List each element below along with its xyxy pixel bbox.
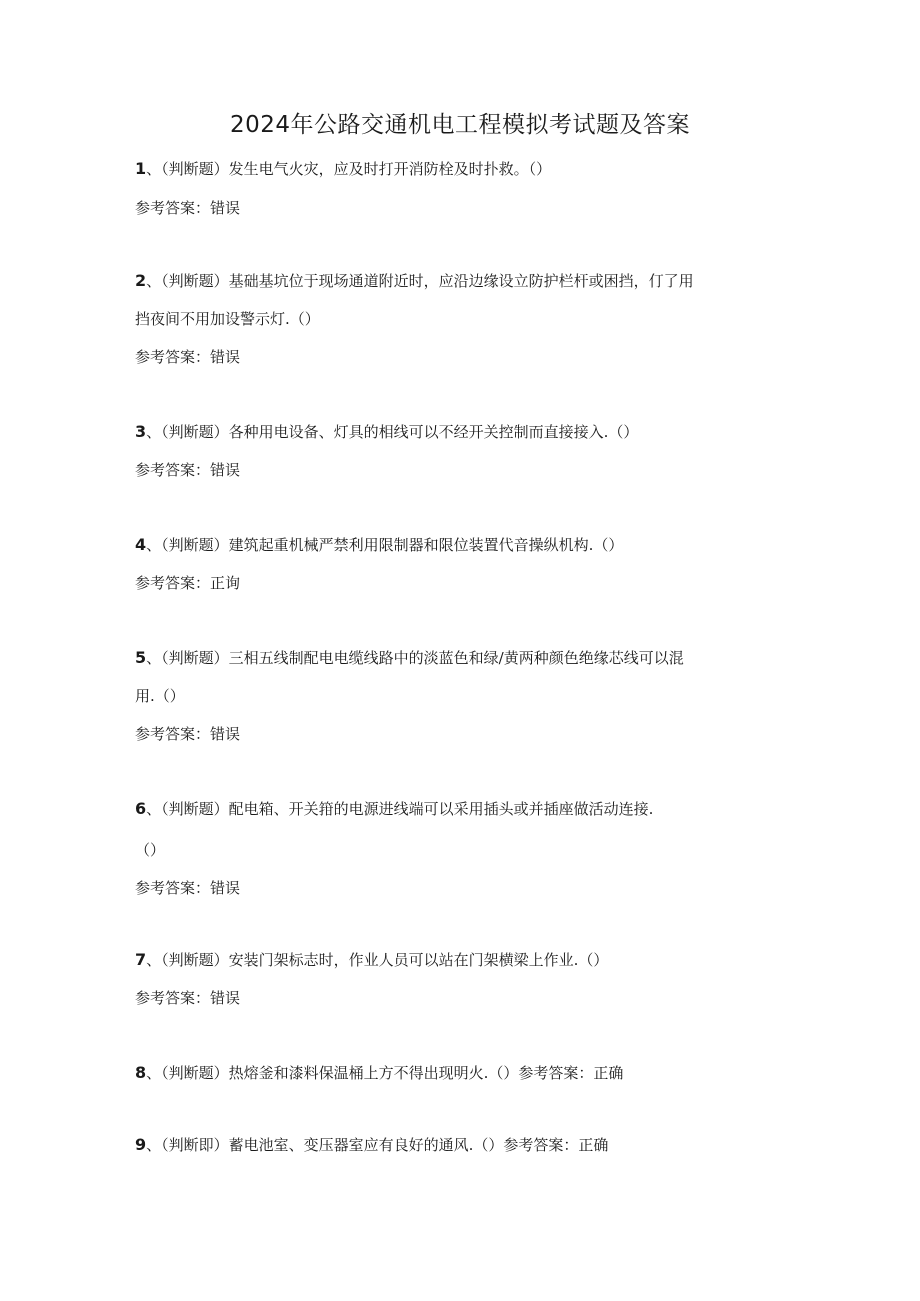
question-text: 、（判断题）配电箱、开关箝的电源进线端可以采用插头或并插座做活动连接. (146, 800, 654, 818)
question-number: 1 (135, 159, 147, 178)
document-title: 2024年公路交通机电工程模拟考试题及答案 (229, 112, 691, 138)
question-text: 、（判断题）基础基坑位于现场通道附近时，应沿边缘设立防护栏杆或困挡，仃了用 (146, 272, 694, 290)
question-number: 2 (135, 271, 147, 290)
question-6 (135, 797, 795, 821)
answer-5: 参考答案：错误 (135, 725, 241, 743)
question-text: 、（判断题）建筑起重机械严禁利用限制器和限位装置代音操纵机构.（） (146, 536, 624, 554)
answer-1: 参考答案：错误 (135, 199, 241, 217)
question-6-line-2: （） (135, 841, 166, 859)
question-7 (135, 948, 795, 972)
question-text: 、（判断即）蓄电池室、变压器室应有良好的通风.（）参考答案：正确 (146, 1136, 609, 1154)
answer-7: 参考答案：错误 (135, 989, 241, 1007)
answer-4: 参考答案：正询 (135, 574, 241, 592)
question-text: 、（判断题）各种用电设备、灯具的相线可以不经开关控制而直接接入.（） (146, 423, 639, 441)
question-text: 、（判断题）发生电气火灾，应及时打开消防栓及时扑救。（） (146, 160, 552, 178)
question-number: 8 (135, 1063, 147, 1082)
question-3 (135, 420, 795, 444)
question-5-line-2: 用.（） (135, 687, 185, 705)
question-number: 3 (135, 422, 147, 441)
question-text: 、（判断题）热熔釜和漆料保温桶上方不得出现明火.（）参考答案：正确 (146, 1064, 624, 1082)
question-text: 、（判断题）三相五线制配电电缆线路中的淡蓝色和绿/黄两种颜色绝缘芯线可以混 (146, 649, 684, 667)
question-2 (135, 269, 795, 293)
question-number: 6 (135, 799, 147, 818)
answer-6: 参考答案：错误 (135, 879, 241, 897)
question-8 (135, 1061, 795, 1085)
answer-3: 参考答案：错误 (135, 461, 241, 479)
question-9 (135, 1133, 795, 1157)
question-text: 、（判断题）安装门架标志时，作业人员可以站在门架横梁上作业.（） (146, 951, 609, 969)
question-number: 5 (135, 648, 147, 667)
question-5 (135, 646, 795, 670)
answer-2: 参考答案：错误 (135, 348, 241, 366)
question-2-line-2: 挡夜间不用加设警示灯.（） (135, 310, 320, 328)
question-4 (135, 533, 795, 557)
question-1 (135, 157, 795, 181)
question-number: 7 (135, 950, 147, 969)
question-number: 9 (135, 1135, 147, 1154)
question-number: 4 (135, 535, 147, 554)
